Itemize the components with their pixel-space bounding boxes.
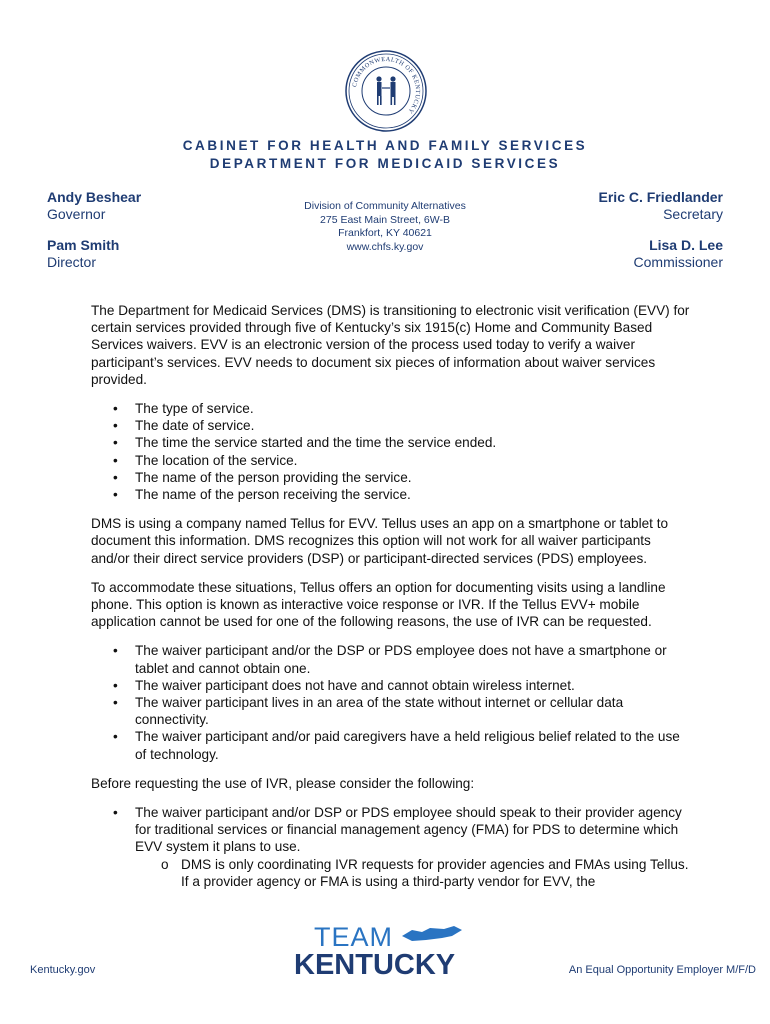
address-block <box>240 200 530 254</box>
list-item: • The name of the person providing the service. <box>113 469 412 485</box>
svg-text:KENTUCKY: KENTUCKY <box>294 949 456 980</box>
list-item: • The waiver participant and/or the DSP or PDS employee does not have a smartphone or tablet and cannot obtain one. <box>113 643 667 676</box>
list-item: • The name of the person receiving the service. <box>113 487 411 503</box>
list-item: • The waiver participant and/or paid caregivers have a held religious belief related to the use of technology. <box>113 729 680 762</box>
svg-text:COMMONWEALTH OF KENTUCKY: COMMONWEALTH OF KENTUCKY <box>351 55 422 115</box>
division-name: Division of Community Alternatives <box>304 200 466 212</box>
director-title: Director <box>47 254 97 270</box>
kentucky-seal-logo <box>345 50 427 132</box>
website-link[interactable]: www.chfs.ky.gov <box>346 240 424 253</box>
list-item: • The location of the service. <box>113 452 298 468</box>
list-item: • The waiver participant lives in an area of the state without internet or cellular data connectivity. <box>113 695 624 728</box>
equal-opportunity-statement: An Equal Opportunity Employer M/F/D <box>568 964 756 976</box>
ivr-paragraph: To accommodate these situations, Tellus offers an option for documenting visits using a landline phone. This option is known as interactive voice response or IVR. If the Tellus EVV+ mobile application cannot be used for one of the following reasons, the use of IVR can be requested. <box>91 579 666 630</box>
street-address: 275 East Main Street, 6W-B <box>320 213 450 226</box>
department-heading: DEPARTMENT FOR MEDICAID SERVICES <box>209 156 561 171</box>
sub-list-item: o DMS is only coordinating IVR requests for provider agencies and FMAs using Tellus. If a provider agency or FMA is using a third-party vendor for EVV, the <box>161 856 689 889</box>
team-kentucky-logo <box>294 920 474 980</box>
governor-title: Governor <box>47 206 106 222</box>
svg-text:TEAM: TEAM <box>314 922 394 952</box>
secretary-name: Eric C. Friedlander <box>598 189 723 205</box>
list-item: • The date of service. <box>113 418 255 434</box>
cabinet-heading: CABINET FOR HEALTH AND FAMILY SERVICES <box>182 138 588 153</box>
consider-list <box>91 804 691 890</box>
city-address: Frankfort, KY 40621 <box>338 227 432 239</box>
letter-body <box>91 302 691 890</box>
list-item: • The time the service started and the time the service ended. <box>113 435 497 451</box>
evv-requirements-list <box>91 400 691 503</box>
commissioner-name: Lisa D. Lee <box>649 237 723 253</box>
director-name: Pam Smith <box>47 237 120 253</box>
consider-paragraph: Before requesting the use of IVR, please consider the following: <box>91 775 475 791</box>
ivr-reasons-list <box>91 642 691 762</box>
list-item: • The waiver participant and/or DSP or PDS employee should speak to their provider agency for traditional services or financial management agency (FMA) for PDS to determine which EVV system it plans to use. <box>113 805 682 855</box>
commissioner-title: Commissioner <box>633 254 723 270</box>
tellus-paragraph: DMS is using a company named Tellus for EVV. Tellus uses an app on a smartphone or tablet to document this information. DMS recognizes this option will not work for all waiver participants and/or their direct service providers (DSP) or participant-directed services (PDS) employees. <box>91 516 669 566</box>
governor-name: Andy Beshear <box>47 189 142 205</box>
footer-website-link[interactable]: Kentucky.gov <box>30 964 96 976</box>
secretary-title: Secretary <box>663 206 723 222</box>
list-item: • The type of service. <box>113 401 254 417</box>
list-item: • The waiver participant does not have and cannot obtain wireless internet. <box>113 677 575 693</box>
intro-paragraph: The Department for Medicaid Services (DMS) is transitioning to electronic visit verification (EVV) for certain services provided through five of Kentucky’s six 1915(c) Home and Community Based Services waivers. EVV is an electronic version of the process used today to verify a waiver participant’s services. EVV needs to document six pieces of information about waiver services provided. <box>91 303 690 387</box>
